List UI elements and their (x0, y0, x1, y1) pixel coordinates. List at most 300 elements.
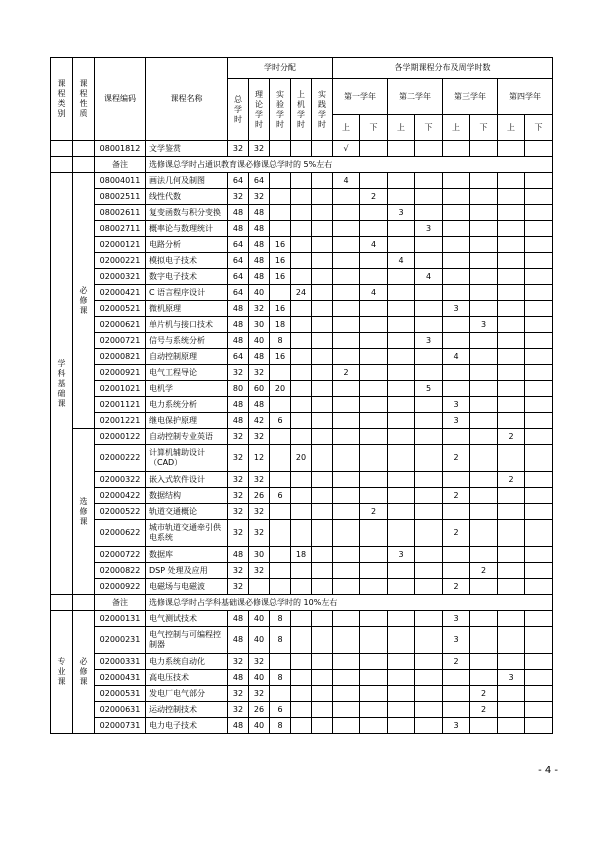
table-row (51, 472, 553, 488)
semester-cell (360, 579, 388, 595)
header-lab-hours: 实 验 学 时 (270, 79, 291, 141)
semester-cell (333, 349, 360, 365)
header-term-up: 上 (443, 115, 470, 141)
hours-cell: 32 (249, 365, 270, 381)
hours-cell (312, 520, 333, 547)
course-name: 电力系统自动化 (146, 654, 228, 670)
semester-cell: 3 (415, 333, 443, 349)
semester-cell (443, 285, 470, 301)
semester-cell (415, 520, 443, 547)
semester-cell: 3 (415, 221, 443, 237)
course-code: 08002611 (95, 205, 146, 221)
semester-cell (525, 718, 553, 734)
semester-cell (388, 365, 415, 381)
course-name: C 语言程序设计 (146, 285, 228, 301)
semester-cell: 3 (443, 397, 470, 413)
header-semester-group: 各学期课程分布及周学时数 (333, 58, 553, 79)
header-term-down: 下 (470, 115, 498, 141)
hours-cell: 16 (270, 237, 291, 253)
semester-cell: 3 (498, 670, 525, 686)
semester-cell (470, 365, 498, 381)
semester-cell: 2 (443, 579, 470, 595)
hours-cell: 48 (228, 317, 249, 333)
hours-cell: 48 (228, 333, 249, 349)
hours-cell: 48 (249, 269, 270, 285)
hours-cell: 32 (249, 429, 270, 445)
header-term-up: 上 (333, 115, 360, 141)
semester-cell (525, 141, 553, 157)
semester-cell (443, 237, 470, 253)
semester-cell (333, 686, 360, 702)
header-row-1 (51, 58, 553, 79)
semester-cell (333, 237, 360, 253)
hours-cell: 40 (249, 627, 270, 654)
hours-cell (312, 221, 333, 237)
hours-cell: 48 (249, 349, 270, 365)
course-code: 02000921 (95, 365, 146, 381)
hours-cell: 42 (249, 413, 270, 429)
semester-cell: 3 (443, 301, 470, 317)
semester-cell (470, 221, 498, 237)
semester-cell (415, 670, 443, 686)
hours-cell (291, 686, 312, 702)
hours-cell (312, 611, 333, 627)
hours-cell (291, 349, 312, 365)
semester-cell (525, 333, 553, 349)
category-cell (51, 595, 73, 611)
semester-cell (443, 563, 470, 579)
semester-cell (470, 472, 498, 488)
hours-cell: 32 (228, 504, 249, 520)
hours-cell (270, 579, 291, 595)
hours-cell (291, 365, 312, 381)
table-row (51, 237, 553, 253)
semester-cell (525, 349, 553, 365)
semester-cell (498, 253, 525, 269)
semester-cell (443, 253, 470, 269)
semester-cell (498, 611, 525, 627)
semester-cell (470, 141, 498, 157)
category-cell (51, 141, 73, 157)
course-name: 电磁场与电磁波 (146, 579, 228, 595)
semester-cell (415, 237, 443, 253)
hours-cell: 6 (270, 488, 291, 504)
hours-cell: 8 (270, 611, 291, 627)
header-term-up: 上 (498, 115, 525, 141)
semester-cell (498, 317, 525, 333)
semester-cell (388, 189, 415, 205)
hours-cell: 12 (249, 445, 270, 472)
hours-cell (270, 547, 291, 563)
semester-cell (333, 504, 360, 520)
semester-cell: 2 (498, 472, 525, 488)
semester-cell: 2 (470, 702, 498, 718)
table-row (51, 413, 553, 429)
semester-cell (443, 189, 470, 205)
hours-cell (312, 285, 333, 301)
nature-cell (73, 595, 95, 611)
semester-cell (498, 221, 525, 237)
semester-cell: 4 (443, 349, 470, 365)
semester-cell (470, 504, 498, 520)
semester-cell (470, 269, 498, 285)
course-code: 02000922 (95, 579, 146, 595)
course-name: 轨道交通概论 (146, 504, 228, 520)
header-theory-hours: 理 论 学 时 (249, 79, 270, 141)
course-name: DSP 处理及应用 (146, 563, 228, 579)
semester-cell (360, 702, 388, 718)
semester-cell (415, 397, 443, 413)
header-hours-group: 学时分配 (228, 58, 333, 79)
table-row (51, 381, 553, 397)
course-name: 线性代数 (146, 189, 228, 205)
semester-cell (388, 627, 415, 654)
table-row (51, 488, 553, 504)
semester-cell (333, 520, 360, 547)
semester-cell (415, 579, 443, 595)
semester-cell (498, 173, 525, 189)
hours-cell (312, 429, 333, 445)
hours-cell: 48 (249, 253, 270, 269)
header-term-down: 下 (415, 115, 443, 141)
course-code: 08004011 (95, 173, 146, 189)
course-name: 文学鉴赏 (146, 141, 228, 157)
semester-cell (498, 413, 525, 429)
semester-cell (470, 488, 498, 504)
semester-cell (470, 718, 498, 734)
hours-cell (291, 141, 312, 157)
semester-cell (470, 445, 498, 472)
nature-cell (73, 141, 95, 157)
table-row (51, 157, 553, 173)
course-code: 02001221 (95, 413, 146, 429)
hours-cell: 16 (270, 253, 291, 269)
semester-cell (360, 445, 388, 472)
semester-cell (360, 333, 388, 349)
semester-cell (388, 173, 415, 189)
hours-cell: 64 (228, 173, 249, 189)
course-name: 运动控制技术 (146, 702, 228, 718)
hours-cell (291, 237, 312, 253)
semester-cell (498, 365, 525, 381)
hours-cell (291, 189, 312, 205)
semester-cell (415, 317, 443, 333)
header-term-down: 下 (360, 115, 388, 141)
hours-cell (270, 397, 291, 413)
course-code: 02001121 (95, 397, 146, 413)
hours-cell: 20 (291, 445, 312, 472)
course-code: 02000321 (95, 269, 146, 285)
semester-cell: 3 (443, 627, 470, 654)
semester-cell (333, 317, 360, 333)
course-name: 电机学 (146, 381, 228, 397)
hours-cell: 6 (270, 413, 291, 429)
semester-cell (388, 237, 415, 253)
semester-cell (470, 189, 498, 205)
table-row (51, 670, 553, 686)
hours-cell (270, 141, 291, 157)
semester-cell (443, 702, 470, 718)
semester-cell (525, 563, 553, 579)
hours-cell: 16 (270, 269, 291, 285)
hours-cell: 32 (228, 189, 249, 205)
semester-cell (333, 189, 360, 205)
course-name: 电路分析 (146, 237, 228, 253)
semester-cell (525, 269, 553, 285)
nature-cell (73, 157, 95, 173)
semester-cell (415, 301, 443, 317)
semester-cell (360, 205, 388, 221)
semester-cell (498, 445, 525, 472)
hours-cell (270, 429, 291, 445)
hours-cell: 32 (249, 189, 270, 205)
semester-cell (498, 686, 525, 702)
semester-cell (470, 381, 498, 397)
semester-cell (525, 381, 553, 397)
semester-cell (443, 472, 470, 488)
semester-cell (443, 365, 470, 381)
page-number: - 4 - (538, 765, 558, 776)
semester-cell (525, 397, 553, 413)
hours-cell (312, 253, 333, 269)
hours-cell (291, 381, 312, 397)
hours-cell: 32 (228, 445, 249, 472)
course-code: 02000731 (95, 718, 146, 734)
hours-cell (270, 189, 291, 205)
semester-cell: 2 (360, 189, 388, 205)
semester-cell (360, 221, 388, 237)
course-code: 02000431 (95, 670, 146, 686)
semester-cell (388, 301, 415, 317)
hours-cell: 64 (228, 237, 249, 253)
hours-cell (270, 173, 291, 189)
semester-cell: 2 (443, 654, 470, 670)
semester-cell (498, 488, 525, 504)
hours-cell (270, 205, 291, 221)
hours-cell: 30 (249, 547, 270, 563)
course-name: 单片机与接口技术 (146, 317, 228, 333)
semester-cell (525, 702, 553, 718)
semester-cell (388, 413, 415, 429)
hours-cell (291, 253, 312, 269)
semester-cell (360, 397, 388, 413)
semester-cell (388, 429, 415, 445)
semester-cell (415, 563, 443, 579)
semester-cell: 3 (443, 413, 470, 429)
semester-cell (498, 333, 525, 349)
hours-cell: 48 (228, 547, 249, 563)
hours-cell: 32 (228, 365, 249, 381)
semester-cell (525, 504, 553, 520)
course-code: 02000822 (95, 563, 146, 579)
table-row (51, 221, 553, 237)
hours-cell: 32 (249, 654, 270, 670)
hours-cell (312, 579, 333, 595)
semester-cell (333, 413, 360, 429)
course-name: 复变函数与积分变换 (146, 205, 228, 221)
semester-cell (333, 488, 360, 504)
semester-cell (360, 611, 388, 627)
semester-cell (388, 221, 415, 237)
semester-cell (388, 285, 415, 301)
semester-cell: 5 (415, 381, 443, 397)
semester-cell (360, 488, 388, 504)
semester-cell (525, 237, 553, 253)
semester-cell (415, 686, 443, 702)
hours-cell (291, 654, 312, 670)
semester-cell (333, 221, 360, 237)
semester-cell (498, 205, 525, 221)
semester-cell (360, 718, 388, 734)
semester-cell (415, 445, 443, 472)
hours-cell: 32 (249, 563, 270, 579)
table-row (51, 429, 553, 445)
semester-cell (360, 269, 388, 285)
semester-cell (443, 333, 470, 349)
table-row (51, 189, 553, 205)
semester-cell (470, 579, 498, 595)
hours-cell (312, 718, 333, 734)
hours-cell: 32 (249, 520, 270, 547)
hours-cell (312, 349, 333, 365)
hours-cell (270, 504, 291, 520)
semester-cell (360, 429, 388, 445)
semester-cell (415, 365, 443, 381)
semester-cell (525, 173, 553, 189)
table-row (51, 686, 553, 702)
hours-cell: 18 (270, 317, 291, 333)
semester-cell (333, 611, 360, 627)
semester-cell (470, 670, 498, 686)
table-row (51, 504, 553, 520)
course-code: 02000421 (95, 285, 146, 301)
hours-cell: 48 (228, 413, 249, 429)
semester-cell (388, 397, 415, 413)
semester-cell (443, 381, 470, 397)
table-row (51, 563, 553, 579)
semester-cell (498, 654, 525, 670)
semester-cell (388, 702, 415, 718)
semester-cell (525, 285, 553, 301)
course-code: 02000721 (95, 333, 146, 349)
hours-cell (291, 718, 312, 734)
semester-cell (360, 301, 388, 317)
header-computer-hours: 上 机 学 时 (291, 79, 312, 141)
semester-cell (498, 141, 525, 157)
semester-cell (333, 547, 360, 563)
semester-cell (443, 269, 470, 285)
semester-cell (525, 670, 553, 686)
table-row (51, 141, 553, 157)
semester-cell (415, 205, 443, 221)
table-row (51, 718, 553, 734)
semester-cell (498, 504, 525, 520)
nature-required: 必 修 课 (73, 173, 95, 429)
hours-cell (291, 317, 312, 333)
hours-cell (291, 702, 312, 718)
semester-cell (333, 579, 360, 595)
hours-cell (312, 365, 333, 381)
semester-cell (443, 670, 470, 686)
header-code: 课程编码 (95, 58, 146, 141)
semester-cell (415, 611, 443, 627)
nature-elective: 选 修 课 (73, 429, 95, 595)
semester-cell (525, 654, 553, 670)
hours-cell (312, 547, 333, 563)
semester-cell (443, 205, 470, 221)
semester-cell (388, 349, 415, 365)
course-name: 微机原理 (146, 301, 228, 317)
hours-cell (291, 504, 312, 520)
semester-cell (470, 429, 498, 445)
semester-cell (525, 317, 553, 333)
course-name: 电力电子技术 (146, 718, 228, 734)
hours-cell: 26 (249, 488, 270, 504)
hours-cell (312, 173, 333, 189)
hours-cell (291, 429, 312, 445)
semester-cell (333, 205, 360, 221)
hours-cell (270, 520, 291, 547)
semester-cell: 2 (443, 445, 470, 472)
hours-cell: 32 (249, 141, 270, 157)
semester-cell (360, 349, 388, 365)
hours-cell (291, 397, 312, 413)
semester-cell (360, 627, 388, 654)
hours-cell: 16 (270, 349, 291, 365)
header-practice-hours: 实 践 学 时 (312, 79, 333, 141)
hours-cell (291, 488, 312, 504)
semester-cell (360, 520, 388, 547)
hours-cell: 48 (228, 611, 249, 627)
semester-cell (470, 285, 498, 301)
hours-cell (312, 381, 333, 397)
hours-cell: 48 (249, 205, 270, 221)
hours-cell: 64 (228, 269, 249, 285)
course-code: 02000531 (95, 686, 146, 702)
hours-cell (270, 472, 291, 488)
semester-cell (470, 520, 498, 547)
semester-cell (360, 670, 388, 686)
hours-cell (312, 317, 333, 333)
semester-cell (360, 686, 388, 702)
hours-cell: 48 (228, 718, 249, 734)
course-code: 02000621 (95, 317, 146, 333)
semester-cell (498, 579, 525, 595)
semester-cell (333, 381, 360, 397)
semester-cell (415, 285, 443, 301)
semester-cell (360, 317, 388, 333)
course-code: 08001812 (95, 141, 146, 157)
header-year-4: 第四学年 (498, 79, 553, 115)
course-name: 电力系统分析 (146, 397, 228, 413)
hours-cell (291, 670, 312, 686)
hours-cell: 80 (228, 381, 249, 397)
hours-cell (291, 472, 312, 488)
hours-cell: 32 (249, 686, 270, 702)
semester-cell (443, 317, 470, 333)
table-row (51, 547, 553, 563)
course-name: 电气工程导论 (146, 365, 228, 381)
course-code: 02001021 (95, 381, 146, 397)
course-code: 02000221 (95, 253, 146, 269)
semester-cell (443, 173, 470, 189)
hours-cell: 8 (270, 333, 291, 349)
course-name: 电气控制与可编程控制器 (146, 627, 228, 654)
hours-cell (312, 397, 333, 413)
course-code: 02000821 (95, 349, 146, 365)
semester-cell: 3 (443, 718, 470, 734)
semester-cell (388, 686, 415, 702)
